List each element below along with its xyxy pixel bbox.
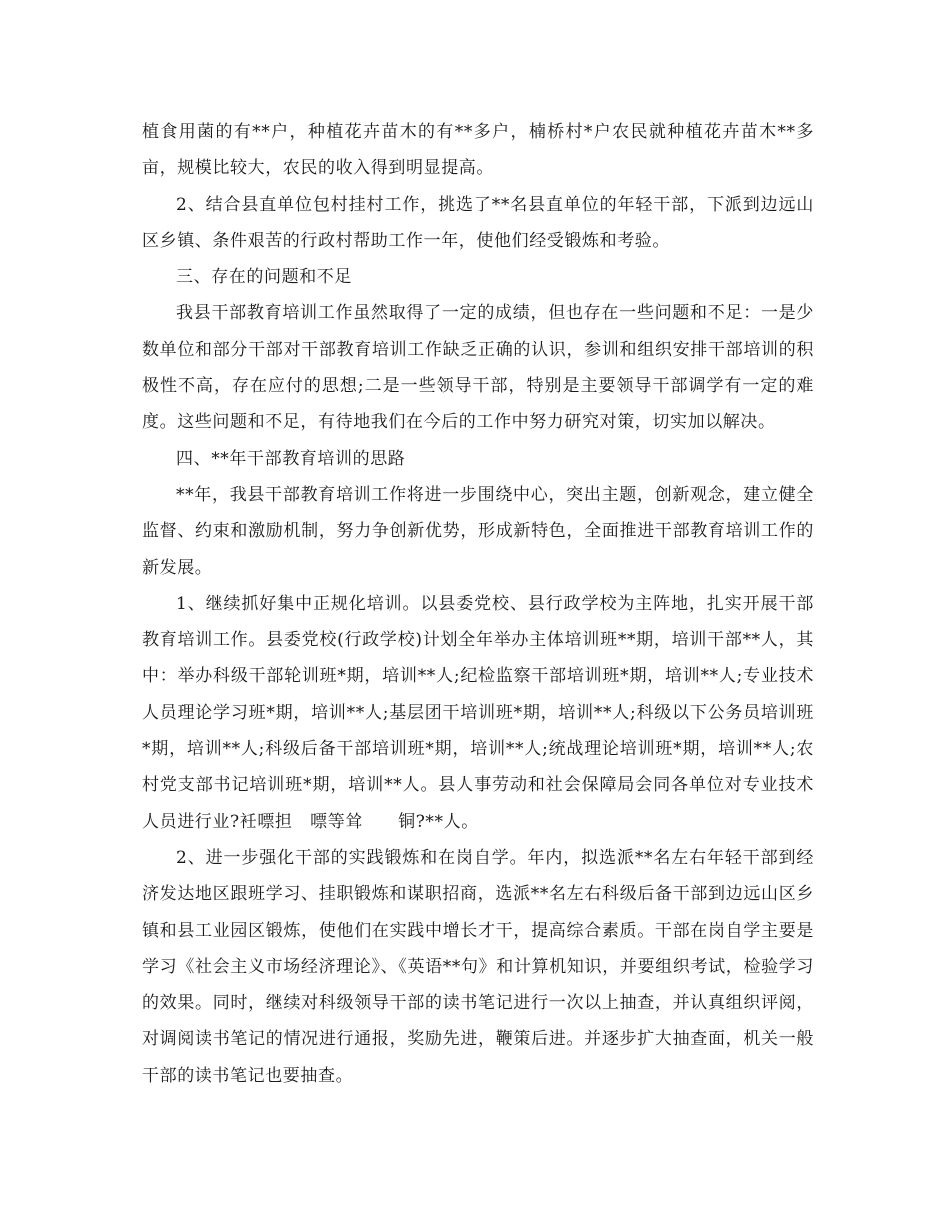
document-page bbox=[142, 114, 814, 1094]
paragraph-continuation: 植食用菌的有**户，种植花卉苗木的有**多户，楠桥村*户农民就种植花卉苗木**多亩，规模比较大，农民的收入得到明显提高。 bbox=[142, 122, 814, 179]
section-heading-3: 三、存在的问题和不足 bbox=[176, 267, 352, 288]
section-heading-4: 四、**年干部教育培训的思路 bbox=[176, 448, 406, 469]
paragraph-item-2: 2、结合县直单位包村挂村工作，挑选了**名县直单位的年轻干部，下派到边远山区乡镇、条件艰苦的行政村帮助工作一年，使他们经受锻炼和考验。 bbox=[142, 194, 814, 251]
paragraph-plan-item-1: 1、继续抓好集中正规化培训。以县委党校、县行政学校为主阵地，扎实开展干部教育培训工作。县委党校(行政学校)计划全年举办主体培训班**期，培训干部**人，其中：举办科级干部轮训班*期，培训**人;纪检监察干部培训班*期，培训**人;专业技术人员理论学习班*期，培训**人;基层团干培训班*期，培训**人;科级以下公务员培训班*期，培训**人;科级后备干部培训班*期，培训**人;统战理论培训班*期，培训**人;农村党支部书记培训班*期，培训**人。县人事劳动和社会保障局会同各单位对专业技术人员进行业?衽嘌担 嘌等耸 铜?**人。 bbox=[142, 593, 814, 832]
paragraph-plan-item-2: 2、进一步强化干部的实践锻炼和在岗自学。年内，拟选派**名左右年轻干部到经济发达地区跟班学习、挂职锻炼和谋职招商，选派**名左右科级后备干部到边远山区乡镇和县工业园区锻炼，使他们在实践中增长才干，提高综合素质。干部在岗自学主要是学习《社会主义市场经济理论》、《英语**句》和计算机知识，并要组织考试，检验学习的效果。同时，继续对科级领导干部的读书笔记进行一次以上抽查，并认真组织评阅，对调阅读书笔记的情况进行通报，奖励先进，鞭策后进。并逐步扩大抽查面，机关一般干部的读书笔记也要抽查。 bbox=[142, 847, 814, 1086]
paragraph-plan-intro: **年，我县干部教育培训工作将进一步围绕中心，突出主题，创新观念，建立健全监督、约束和激励机制，努力争创新优势，形成新特色，全面推进干部教育培训工作的新发展。 bbox=[142, 484, 814, 578]
paragraph-problems: 我县干部教育培训工作虽然取得了一定的成绩，但也存在一些问题和不足：一是少数单位和部分干部对干部教育培训工作缺乏正确的认识，参训和组织安排干部培训的积极性不高，存在应付的思想;二是一些领导干部，特别是主要领导干部调学有一定的难度。这些问题和不足，有待地我们在今后的工作中努力研究对策，切实加以解决。 bbox=[142, 303, 814, 433]
